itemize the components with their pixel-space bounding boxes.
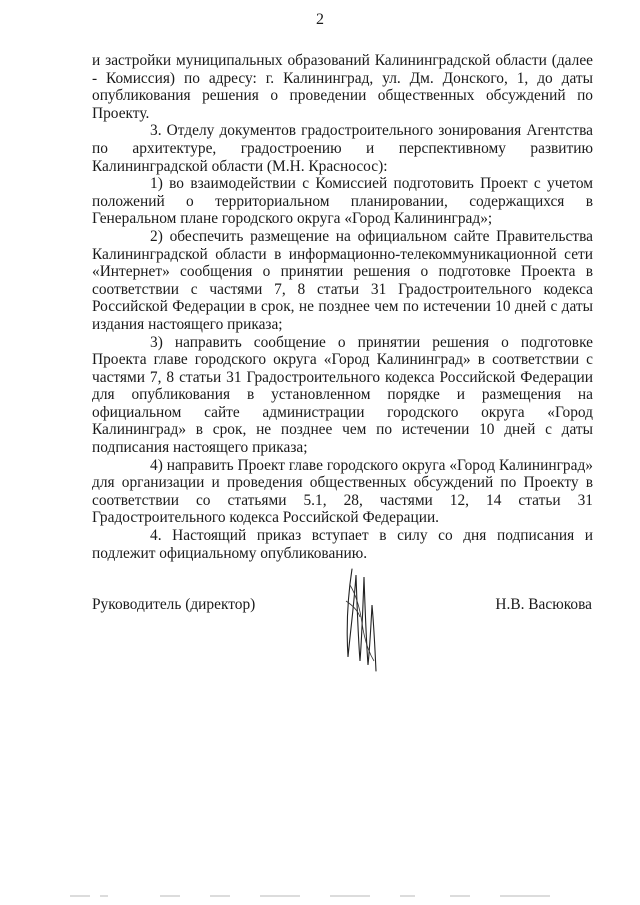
paragraph-subitem-2: 2) обеспечить размещение на официальном сайте Правительства Калининградской области в информационно-телекоммуникационной сети «Интернет» сообщения о принятии решения о подготовке Проекта в соответствии с частями 7, 8 статьи 31 Градостроительного кодекса Российской Федерации в срок, не позднее чем по истечении 10 дней с даты издания настоящего приказа;: [92, 227, 593, 333]
paragraph-subitem-1: 1) во взаимодействии с Комиссией подготовить Проект с учетом положений о территориальном планировании, содержащихся в Генеральном плане городского округа «Город Калининград»;: [92, 175, 593, 228]
signatory-title: Руководитель (директор): [92, 596, 256, 613]
document-body: [92, 52, 593, 562]
paragraph-subitem-3: 3) направить сообщение о принятии решения о подготовке Проекта главе городского округа «Город Калининград» в соответствии с частями 7, 8 статьи 31 Градостроительного кодекса Российской Федерации для опубликования в установленном порядке и размещения на официальном сайте администрации городского округа «Город Калининград» в срок, не позднее чем по истечении 10 дней с даты подписания настоящего приказа;: [92, 333, 593, 457]
paragraph-item-3: 3. Отделу документов градостроительного зонирования Агентства по архитектуре, градостроению и перспективному развитию Калининградской области (М.Н. Красносос):: [92, 122, 593, 175]
scan-artifact-marks: [70, 893, 570, 899]
page-number: 2: [316, 11, 324, 28]
handwritten-signature: [338, 565, 390, 677]
paragraph-subitem-4: 4) направить Проект главе городского округа «Город Калининград» для организации и проведения общественных обсуждений по Проекту в соответствии со статьями 5.1, 28, частями 12, 14 статьи 31 Градостроительного кодекса Российской Федерации.: [92, 456, 593, 527]
signatory-name: Н.В. Васюкова: [495, 596, 592, 613]
paragraph-item-4: 4. Настоящий приказ вступает в силу со дня подписания и подлежит официальному опубликованию.: [92, 527, 593, 562]
paragraph-commission-address: и застройки муниципальных образований Калининградской области (далее - Комиссия) по адресу: г. Калининград, ул. Дм. Донского, 1, до даты опубликования решения о проведении общественных обсуждений по Проекту.: [92, 52, 593, 122]
